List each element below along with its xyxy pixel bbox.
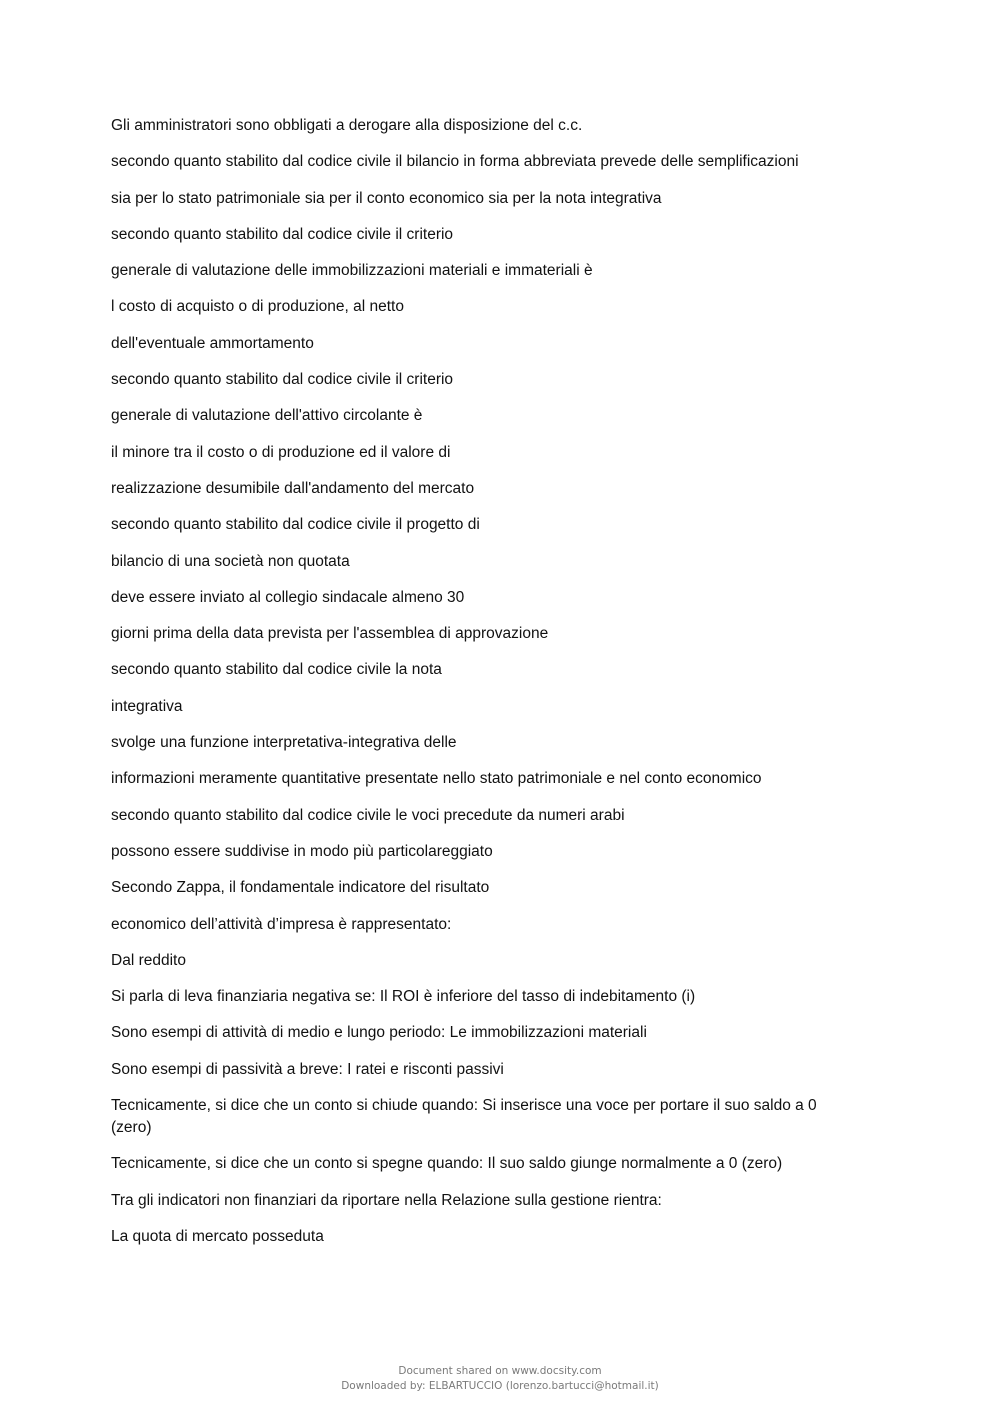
paragraph: bilancio di una società non quotata — [111, 552, 350, 570]
paragraph: generale di valutazione delle immobilizzazioni materiali e immateriali è — [111, 262, 593, 280]
paragraph: secondo quanto stabilito dal codice civile la nota — [111, 661, 442, 679]
paragraph: il minore tra il costo o di produzione ed il valore di — [111, 443, 451, 461]
document-body — [111, 115, 851, 1262]
paragraph: secondo quanto stabilito dal codice civile le voci precedute da numeri arabi — [111, 806, 625, 824]
paragraph: svolge una funzione interpretativa-integrativa delle — [111, 734, 457, 752]
footer-shared-notice: Document shared on www.docsity.com — [398, 1365, 602, 1377]
footer-download-notice: Downloaded by: ELBARTUCCIO (lorenzo.bartucci@hotmail.it) — [341, 1380, 659, 1392]
paragraph: Tra gli indicatori non finanziari da riportare nella Relazione sulla gestione rientra: — [111, 1191, 662, 1209]
paragraph: Secondo Zappa, il fondamentale indicatore del risultato — [111, 879, 490, 897]
paragraph: Si parla di leva finanziaria negativa se: Il ROI è inferiore del tasso di indebitamento (i) — [111, 988, 696, 1006]
paragraph: realizzazione desumibile dall'andamento del mercato — [111, 479, 475, 497]
paragraph: sia per lo stato patrimoniale sia per il conto economico sia per la nota integrativa — [111, 189, 662, 207]
paragraph: possono essere suddivise in modo più particolareggiato — [111, 842, 493, 860]
paragraph: secondo quanto stabilito dal codice civile il criterio — [111, 371, 454, 389]
paragraph: secondo quanto stabilito dal codice civile il progetto di — [111, 516, 480, 534]
paragraph: economico dell’attività d’impresa è rappresentato: — [111, 915, 452, 933]
paragraph: Tecnicamente, si dice che un conto si spegne quando: Il suo saldo giunge normalmente a 0 (zero) — [111, 1155, 783, 1173]
paragraph: deve essere inviato al collegio sindacale almeno 30 — [111, 588, 465, 606]
paragraph: Dal reddito — [111, 951, 186, 969]
paragraph: Sono esempi di passività a breve: I ratei e risconti passivi — [111, 1060, 504, 1078]
paragraph: Sono esempi di attività di medio e lungo periodo: Le immobilizzazioni materiali — [111, 1024, 647, 1042]
paragraph: integrativa — [111, 697, 183, 715]
paragraph: La quota di mercato posseduta — [111, 1227, 324, 1245]
paragraph: l costo di acquisto o di produzione, al netto — [111, 298, 404, 316]
paragraph: informazioni meramente quantitative presentate nello stato patrimoniale e nel conto economico — [111, 770, 762, 788]
paragraph: generale di valutazione dell'attivo circolante è — [111, 407, 423, 425]
paragraph: Gli amministratori sono obbligati a derogare alla disposizione del c.c. — [111, 117, 583, 134]
page-footer — [0, 1364, 1000, 1394]
paragraph: dell'eventuale ammortamento — [111, 334, 314, 352]
paragraph: giorni prima della data prevista per l'assemblea di approvazione — [111, 625, 549, 643]
paragraph: secondo quanto stabilito dal codice civile il criterio — [111, 225, 454, 243]
paragraph: Tecnicamente, si dice che un conto si chiude quando: Si inserisce una voce per portare il suo saldo a 0 (zero) — [111, 1097, 817, 1137]
paragraph: secondo quanto stabilito dal codice civile il bilancio in forma abbreviata prevede delle semplificazioni — [111, 153, 799, 171]
